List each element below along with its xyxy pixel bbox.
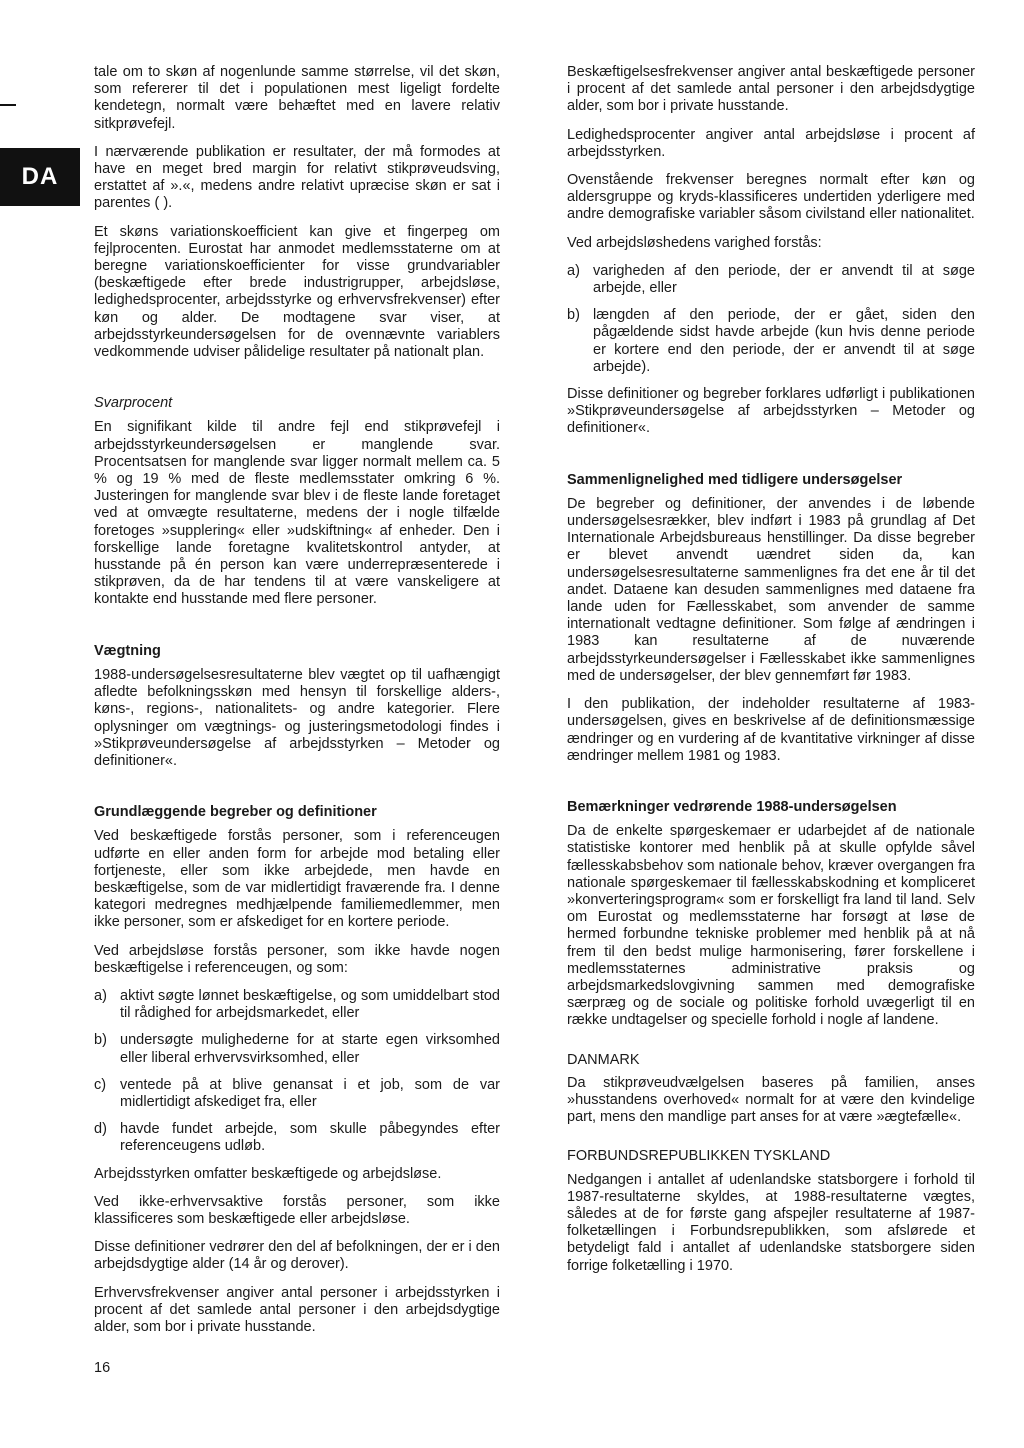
list-item-text: aktivt søgte lønnet beskæftigelse, og som umiddelbart stod til rådighed for arbejdsmarkedet, eller [120, 987, 500, 1022]
list-item [94, 1032, 500, 1066]
list-item-text: undersøgte mulighederne for at starte egen virksomhed eller liberal erhvervsvirksomhed, eller [120, 1032, 500, 1066]
paragraph: Ved arbejdsløse forstås personer, som ikke havde nogen beskæftigelse i referenceugen, og som: [94, 942, 500, 976]
section-heading-svarprocent: Svarprocent [94, 395, 173, 412]
paragraph: Ved ikke-erhvervsaktive forstås personer, som ikke klassificeres som beskæftigede eller arbejdsløse. [94, 1193, 500, 1227]
section-heading-vaegtning: Vægtning [94, 642, 161, 659]
paragraph: Arbejdsstyrken omfatter beskæftigede og arbejdsløse. [94, 1165, 442, 1182]
list-item-text: ventede på at blive genansat i et job, som de var midlertidigt afskediget fra, eller [120, 1076, 500, 1110]
language-tab: DA [0, 148, 80, 206]
paragraph: En signifikant kilde til andre fejl end stikprøvefejl i arbejdsstyrkeundersøgelsen er manglende svar. Procentsatsen for manglende svar ligger normalt mellem ca. 5 % og 19 % med de fleste medlemsstater omkring 6 %. Justeringen for manglende svar blev i de fleste lande foretaget ved at omvægte resultaterne, medens der i nogle tilfælde foretoges »supplering« eller »udskiftning« af enheder. Den i forskellige lande foretagne kvalitetskontrol antyder, at husstande på én person kan være underrepræsenterede i stikprøven, da de har tendens til at være vanskeligere at kontakte end husstande med flere personer. [94, 419, 500, 608]
list-marker: d) [94, 1121, 107, 1138]
paragraph: Disse definitioner vedrører den del af befolkningen, der er i den arbejdsdygtige alder (14 år og derover). [94, 1239, 500, 1273]
paragraph: I nærværende publikation er resultater, der må formodes at have en meget bred margin for relativt stikprøveudsving, erstattet af ».«, medens andre relativt upræcise skøn er sat i parentes ( ). [94, 143, 500, 212]
paragraph: Ledighedsprocenter angiver antal arbejdsløse i procent af arbejdsstyrken. [567, 126, 975, 160]
paragraph: Et skøns variationskoefficient kan give et fingerpeg om fejlprocenten. Eurostat har anmodet medlemsstaterne om at beregne variationskoefficienter for visse grundvariabler (beskæftigede efter brede industrigrupper, arbejdsløse, ledighedsprocenter, arbejdsstyrke og erhvervsfrekvenser) efter køn og alder. De modtagene svar viser, at arbejdsstyrkeundersøgelsen for de ovennævnte variablers vedkommende udviser pålidelige resultater på nationalt plan. [94, 223, 500, 361]
paragraph: Erhvervsfrekvenser angiver antal personer i arbejdsstyrken i procent af det samlede antal personer i den arbejdsdygtige alder, som bor i private husstande. [94, 1284, 500, 1335]
left-column [94, 64, 500, 1347]
paragraph: Nedgangen i antallet af udenlandske statsborgere i forhold til 1987-resultaterne skyldes, at 1988-resultaterne vægtes, således at de for første gang afspejler resultaterne af 1987-folketællingen i Forbundsrepublikken, som afslørede et betydeligt fald i antallet af udenlandske statsborgere siden forrige folketælling i 1970. [567, 1171, 975, 1274]
list-item-text: varigheden af den periode, der er anvendt til at søge arbejde, eller [593, 262, 975, 297]
paragraph: tale om to skøn af nogenlunde samme størrelse, vil det skøn, som refererer til det i populationen mest ligeligt fordelte kendetegn, normalt være behæftet med en lavere relativ sitkprøvefejl. [94, 64, 500, 132]
list-item [94, 988, 500, 1022]
margin-rule [0, 104, 16, 106]
list-marker: a) [94, 987, 107, 1004]
list-item [567, 307, 975, 376]
list-marker: c) [94, 1076, 107, 1093]
paragraph: I den publikation, der indeholder resultaterne af 1983-undersøgelsen, gives en beskrivelse af de definitionsmæssige ændringer og en vurdering af de kvantitative virkninger af disse ændringer mellem 1981 og 1983. [567, 696, 975, 764]
list-item [94, 1077, 500, 1111]
list-item [567, 263, 975, 297]
country-heading-danmark: DANMARK [567, 1051, 640, 1068]
right-column [567, 64, 975, 1286]
page-number: 16 [94, 1360, 111, 1376]
paragraph: Ved beskæftigede forstås personer, som i referenceugen udførte en eller anden form for arbejde mod betaling eller fortjeneste, eller som ikke arbejdede, men havde en beskæftigelse, som de var midlertidigt fraværende fra. I denne kategori medregnes medhjælpende familiemedlemmer, men ikke personer, som er afskediget for en kortere periode. [94, 828, 500, 931]
list-item-text: længden af den periode, der er gået, siden den pågældende sidst havde arbejde (kun hvis denne periode er kortere end den periode, der er anvendt til at søge arbejde). [593, 307, 975, 375]
paragraph: De begreber og definitioner, der anvendes i de løbende undersøgelsesrækker, blev indført i 1983 på grundlag af Det Internationale Arbejdsbureaus henstillinger. Da disse begreber er blevet anvendt uændret siden da, kan undersøgelsesresultaterne sammenlignes fra det ene år til det andet. Dataene kan desuden sammenlignes med dataene fra lande uden for Fællesskabet, som anvender de samme internationalt vedtagne definitioner. Som følge af ændringen i 1983 kan resultaterne af de nuværende arbejdsstyrkeundersøgelser i Fællesskabet ikke sammenlignes med de undersøgelser, der blev gennemført før 1983. [567, 495, 975, 684]
list-marker: a) [567, 262, 580, 279]
country-heading-tyskland: FORBUNDSREPUBLIKKEN TYSKLAND [567, 1148, 831, 1165]
list-item-text: havde fundet arbejde, som skulle påbegyndes efter referenceugens udløb. [120, 1121, 500, 1155]
section-heading-sammenlignelighed: Sammenlignelighed med tidligere undersøgelser [567, 471, 903, 488]
section-heading-bemaerkninger: Bemærkninger vedrørende 1988-undersøgelsen [567, 798, 897, 815]
paragraph: Ovenstående frekvenser beregnes normalt efter køn og aldersgruppe og kryds-klassificeres undertiden yderligere med andre demografiske variabler såsom civilstand eller nationalitet. [567, 172, 975, 223]
section-heading-definitioner: Grundlæggende begreber og definitioner [94, 804, 377, 821]
paragraph: Disse definitioner og begreber forklares udførligt i publikationen »Stikprøveundersøgelse af arbejdsstyrken – Metoder og definitioner«. [567, 386, 975, 437]
paragraph: Ved arbejdsløshedens varighed forstås: [567, 234, 822, 251]
paragraph: Beskæftigelsesfrekvenser angiver antal beskæftigede personer i procent af det samlede antal personer i den arbejdsdygtige alder, som bor i private husstande. [567, 64, 975, 115]
paragraph: Da stikprøveudvælgelsen baseres på familien, anses »husstandens overhoved« normalt for at være den kvindelige part, mens den mandlige part anses for at være »ægtefælle«. [567, 1074, 975, 1126]
list-marker: b) [94, 1032, 107, 1049]
list-marker: b) [567, 307, 580, 324]
paragraph: 1988-undersøgelsesresultaterne blev vægtet op til uafhængigt afledte befolkningsskøn med hensyn til forskellige alders-, køns-, regions-, nationalitets- og andre kategorier. Flere oplysninger om vægtnings- og justeringsmetodologi findes i »Stikprøveundersøgelse af arbejdsstyrken – Metoder og definitioner«. [94, 666, 500, 769]
paragraph: Da de enkelte spørgeskemaer er udarbejdet af de nationale statistiske kontorer med henblik på at skulle opfylde såvel fællesskabsbehov som nationale behov, kræver overgangen fra nationale spørgeskemaer til fællesskabskodning et kompliceret »konverteringsprogram« som er forskelligt fra land til land. Selv om Eurostat og medlemsstaterne har forsøgt at løse de hermed forbundne tekniske problemer med henblik på at nå frem til den bedst mulige harmonisering, fører forskellene i medlemsstaternes administrative praksis og arbejdsmarkedslovgivning sammen med demografiske særpræg og de sociale og politiske forhold uvægerligt til en række undtagelser og specielle forhold i nogle af landene. [567, 823, 975, 1029]
list-item [94, 1121, 500, 1155]
